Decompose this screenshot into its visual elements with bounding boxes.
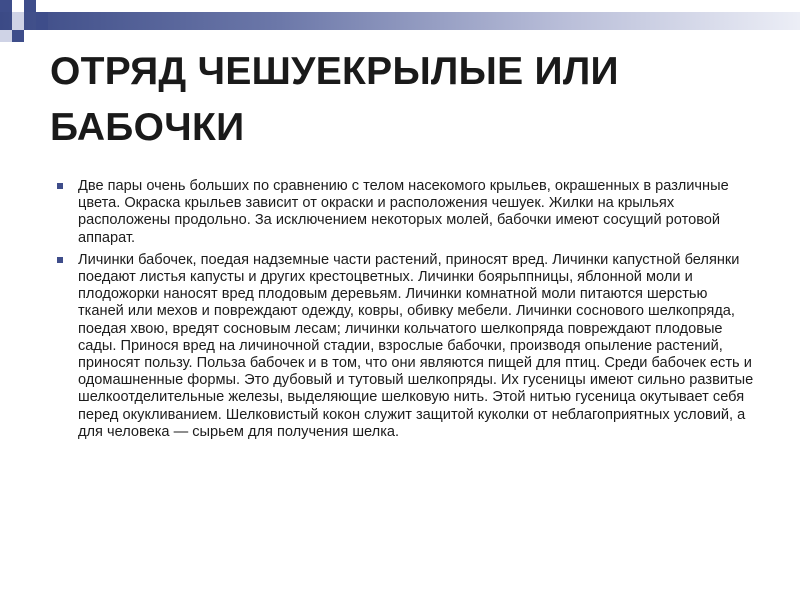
decor-square-1	[0, 0, 12, 12]
header-gradient-bar	[0, 12, 800, 30]
bullet-item	[56, 178, 756, 247]
square-bullet-icon	[57, 183, 63, 189]
decor-square-6	[12, 30, 24, 42]
decor-square-5	[36, 12, 48, 30]
bullet-list	[56, 178, 756, 446]
decor-square-2	[24, 0, 36, 12]
bullet-item	[56, 252, 756, 441]
square-bullet-icon	[57, 257, 63, 263]
decor-square-3	[12, 12, 24, 30]
bullet-text: Две пары очень больших по сравнению с телом насекомого крыльев, окрашенных в различные цвета. Окраска крыльев зависит от окраски и расположения чешуек. Жилки на крыльях расположены продольно. За исключением некоторых молей, бабочки имеют сосущий ротовой аппарат.	[78, 178, 729, 246]
slide-title: ОТРЯД ЧЕШУЕКРЫЛЫЕ ИЛИ БАБОЧКИ	[50, 50, 619, 149]
bullet-text: Личинки бабочек, поедая надземные части растений, приносят вред. Личинки капустной белянки поедают листья капусты и других крестоцветных. Личинки боярьппницы, яблонной моли и плодожорки наносят вред плодовым деревьям. Личинки комнатной моли питаются шерстью тканей или мехов и повреждают одежду, ковры, обивку мебели. Личинки соснового шелкопряда, поедая хвою, вредят сосновым лесам; личинки кольчатого шелкопряда повреждают плодовые сады. Принося вред на личиночной стадии, взрослые бабочки, производя опыление растений, приносят пользу. Польза бабочек и в том, что они являются пищей для птиц. Среди бабочек есть и одомашненные формы. Это дубовый и тутовый шелкопряды. Их гусеницы имеют сильно развитые шелкоотделительные железы, выделяющие шелковую нить. Этой нитью гусеница окутывает себя перед окукливанием. Шелковистый кокон служит защитой куколки от неблагоприятных условий, а для человека — сырьем для получения шелка.	[78, 251, 754, 440]
decor-square-4	[0, 30, 12, 42]
